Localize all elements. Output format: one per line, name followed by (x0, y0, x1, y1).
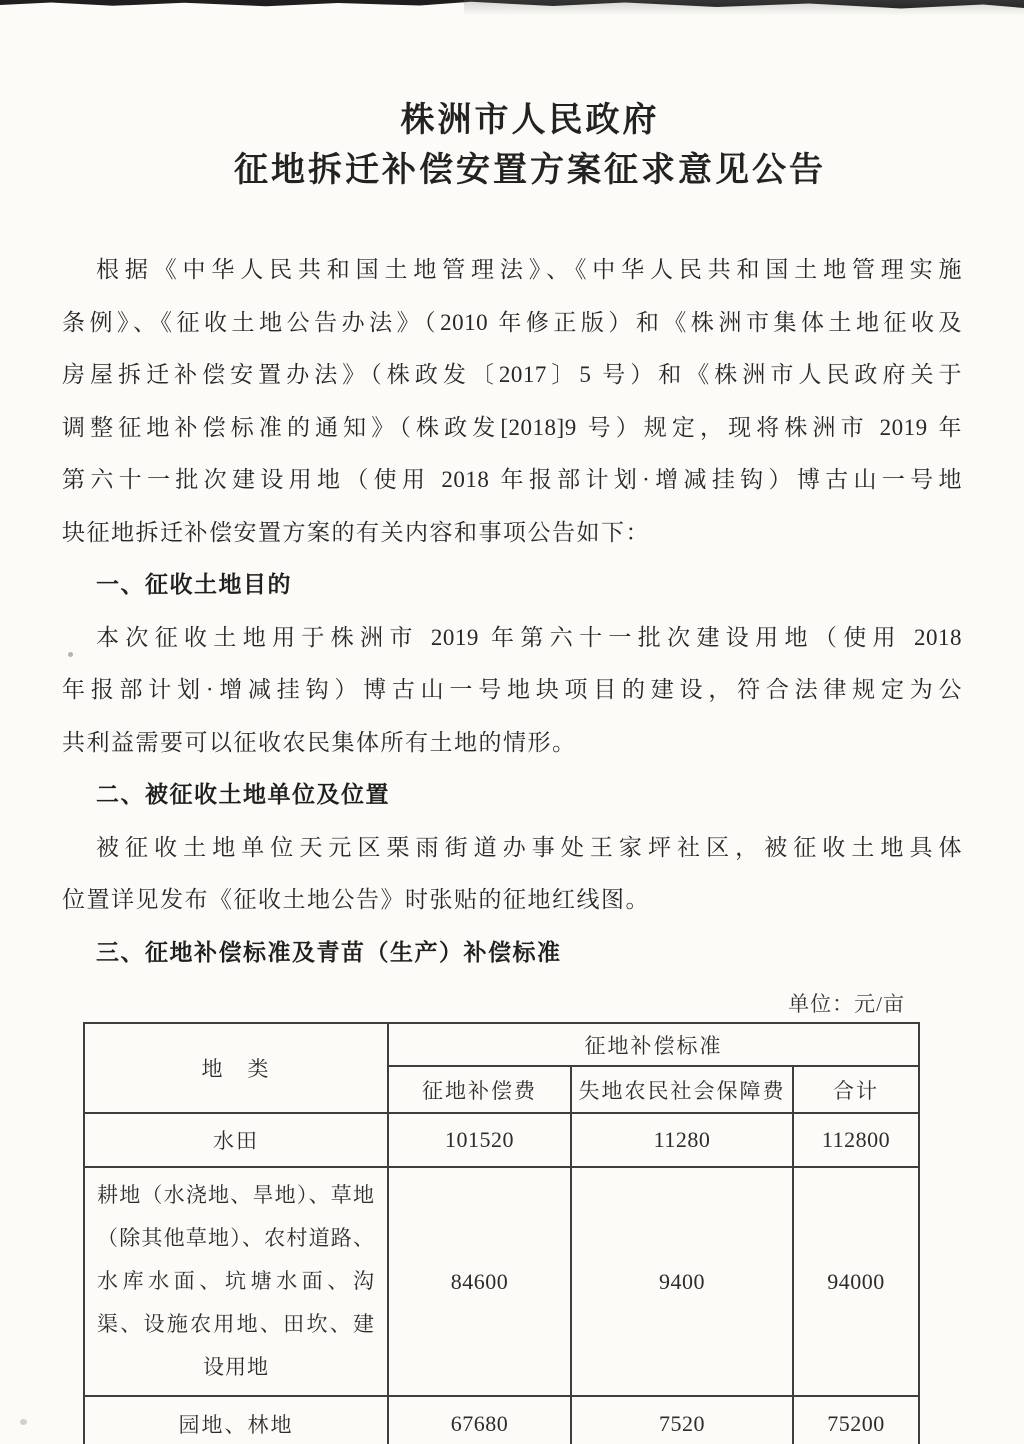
header-cell-land-compensation-fee: 征地补偿费 (388, 1066, 571, 1113)
cell-value: 75200 (793, 1396, 919, 1444)
document-title-line1: 株洲市人民政府 (400, 102, 660, 139)
table-row-cultivated-land (84, 1167, 919, 1396)
cell-value: 94000 (793, 1167, 919, 1396)
paragraph2-line2: 年报部计划·增减挂钩）博古山一号地块项目的建设，符合法律规定为公 (62, 677, 962, 702)
compensation-standards-table (83, 1022, 920, 1444)
cell-value: 67680 (388, 1396, 571, 1444)
cell-value: 9400 (571, 1167, 793, 1396)
cell-land-type: 水田 (84, 1113, 388, 1167)
paragraph2-line3: 共利益需要可以征收农民集体所有土地的情形。 (62, 729, 577, 755)
paragraph1-line6: 块征地拆迁补偿安置方案的有关内容和事项公告如下： (62, 519, 650, 545)
paragraph2-line1: 本次征收土地用于株洲市 2019 年第六十一批次建设用地（使用 2018 (96, 624, 962, 650)
paragraph1-line2: 条例》、《征收土地公告办法》（2010 年修正版）和《株洲市集体土地征收及 (62, 309, 962, 335)
table-row-paddy-field (84, 1113, 919, 1167)
header-cell-compensation-group: 征地补偿标准 (388, 1023, 919, 1066)
document-body (62, 244, 962, 979)
cell-value: 112800 (793, 1113, 919, 1167)
header-cell-social-security-fee: 失地农民社会保障费 (571, 1066, 793, 1113)
section3-heading: 三、征地补偿标准及青苗（生产）补偿标准 (96, 939, 562, 965)
document-title (80, 96, 980, 196)
cell-value: 101520 (388, 1113, 571, 1167)
paragraph3-line2: 位置详见发布《征收土地公告》时张贴的征地红线图。 (62, 887, 650, 912)
paragraph1-line4: 调整征地补偿标准的通知》（株政发[2018]9 号）规定，现将株洲市 2019 年 (62, 414, 962, 440)
cell-value: 7520 (571, 1396, 793, 1444)
scan-speck (20, 1419, 27, 1425)
header-cell-total: 合计 (793, 1066, 919, 1113)
table-row-garden-forest-land (84, 1396, 919, 1444)
paragraph1-line3: 房屋拆迁补偿安置办法》（株政发〔2017〕5 号）和《株洲市人民政府关于 (62, 362, 962, 387)
section2-heading: 二、被征收土地单位及位置 (96, 782, 390, 807)
paragraph1-line1: 根据《中华人民共和国土地管理法》、《中华人民共和国土地管理实施 (96, 257, 962, 282)
header-cell-land-class: 地 类 (84, 1023, 388, 1113)
cell-value: 11280 (571, 1113, 793, 1167)
paragraph1-line5: 第六十一批次建设用地（使用 2018 年报部计划·增减挂钩）博古山一号地 (62, 467, 962, 492)
cell-value: 84600 (388, 1167, 571, 1396)
section1-heading: 一、征收土地目的 (96, 572, 292, 597)
scan-artifact-top-right-shade (464, 0, 1024, 16)
document-title-line2: 征地拆迁补偿安置方案征求意见公告 (234, 152, 826, 189)
table-unit-label: 单位：元/亩 (788, 992, 905, 1016)
paragraph3-line1: 被征收土地单位天元区栗雨街道办事处王家坪社区，被征收土地具体 (96, 834, 962, 860)
table-header-row-group (84, 1023, 919, 1066)
cell-land-type: 园地、林地 (84, 1396, 388, 1444)
cell-land-type: 耕地（水浇地、旱地）、草地（除其他草地）、农村道路、水库水面、坑塘水面、沟渠、设施农用地、田坎、建设用地 (84, 1167, 388, 1396)
